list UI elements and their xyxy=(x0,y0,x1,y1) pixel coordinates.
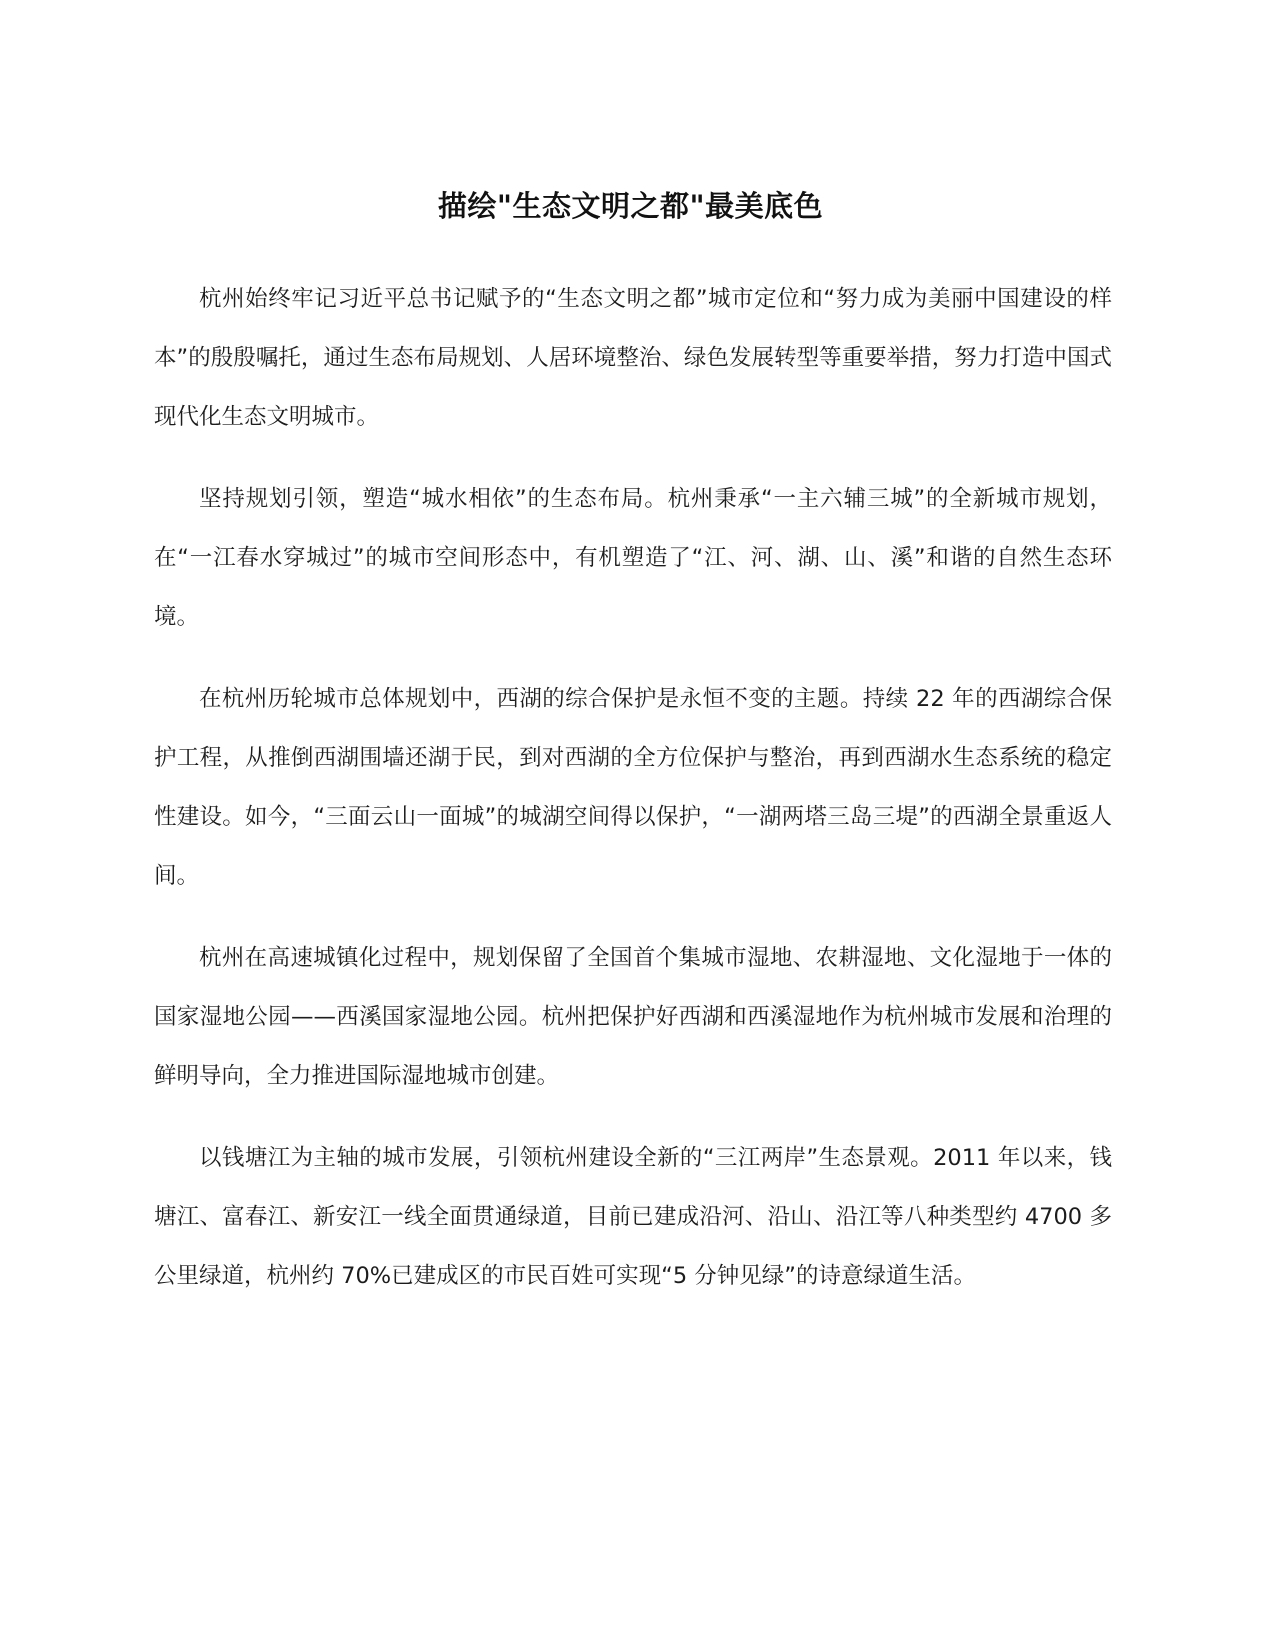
paragraph-3: 在杭州历轮城市总体规划中，西湖的综合保护是永恒不变的主题。持续 22 年的西湖综合保护工程，从推倒西湖围墙还湖于民，到对西湖的全方位保护与整治，再到西湖水生态系统的稳定性建设。如今，“三面云山一面城”的城湖空间得以保护，“一湖两塔三岛三堤”的西湖全景重返人间。 xyxy=(154,686,1112,889)
paragraph-4: 杭州在高速城镇化过程中，规划保留了全国首个集城市湿地、农耕湿地、文化湿地于一体的国家湿地公园——西溪国家湿地公园。杭州把保护好西湖和西溪湿地作为杭州城市发展和治理的鲜明导向，全力推进国际湿地城市创建。 xyxy=(154,945,1112,1089)
document-body xyxy=(154,270,1112,1329)
paragraph-2: 坚持规划引领，塑造“城水相依”的生态布局。杭州秉承“一主六辅三城”的全新城市规划，在“一江春水穿城过”的城市空间形态中，有机塑造了“江、河、湖、山、溪”和谐的自然生态环境。 xyxy=(154,486,1112,630)
paragraph-5: 以钱塘江为主轴的城市发展，引领杭州建设全新的“三江两岸”生态景观。2011 年以来，钱塘江、富春江、新安江一线全面贯通绿道，目前已建成沿河、沿山、沿江等八种类型约 4700 多公里绿道，杭州约 70%已建成区的市民百姓可实现“5 分钟见绿”的诗意绿道生活。 xyxy=(154,1145,1112,1289)
paragraph-1: 杭州始终牢记习近平总书记赋予的“生态文明之都”城市定位和“努力成为美丽中国建设的样本”的殷殷嘱托，通过生态布局规划、人居环境整治、绿色发展转型等重要举措，努力打造中国式现代化生态文明城市。 xyxy=(154,286,1112,430)
document-title: 描绘"生态文明之都"最美底色 xyxy=(437,189,824,223)
